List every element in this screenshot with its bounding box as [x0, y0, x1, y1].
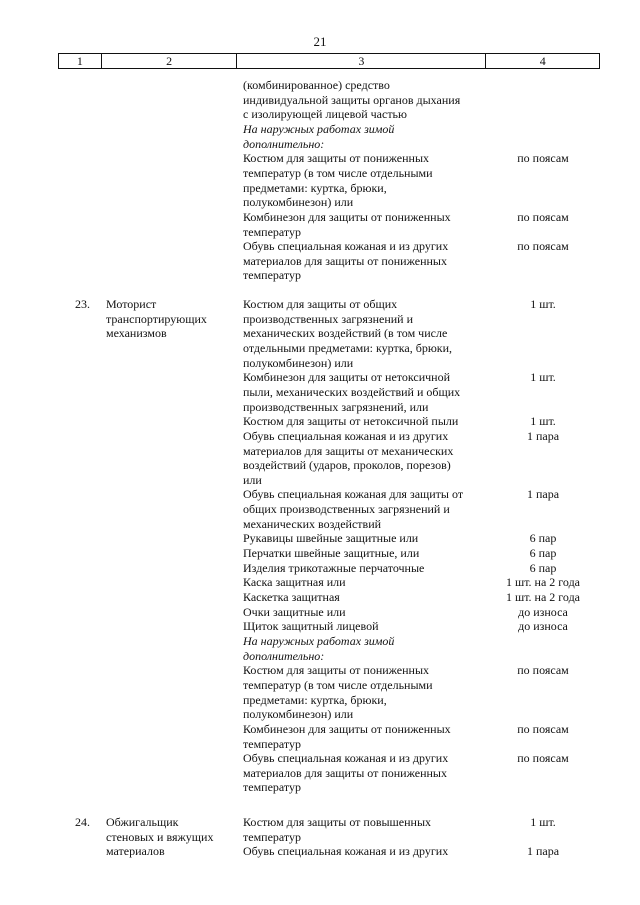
- item-quantity: 1 шт. на 2 года: [505, 575, 581, 590]
- item-text-line: механических воздействий (в том числе: [243, 326, 448, 341]
- winter-header-line: дополнительно:: [243, 136, 325, 151]
- item-text-line: материалов для защиты от пониженных: [243, 765, 447, 780]
- item-quantity: 6 пар: [529, 546, 557, 561]
- item-text-line: предметами: куртка, брюки,: [243, 692, 387, 707]
- item-text-line: полукомбинезон) или: [243, 355, 354, 370]
- item-text-line: Обувь специальная кожаная и из других: [243, 751, 449, 766]
- item-quantity: 1 пара: [526, 428, 560, 443]
- item-text-line: температур: [243, 736, 302, 751]
- item-text-line: Перчатки швейные защитные, или: [243, 546, 420, 561]
- item-quantity: 1 шт. на 2 года: [505, 590, 581, 604]
- entry-number: 24.: [75, 815, 90, 829]
- item-text-line: Изделия трикотажные перчаточные: [243, 560, 425, 575]
- item-text-line: отдельными предметами: куртка, брюки,: [243, 340, 453, 355]
- item-text-line: с изолирующей лицевой частью: [243, 107, 407, 122]
- item-text-line: температур: [243, 780, 302, 795]
- position-name-line: транспортирующих: [106, 311, 207, 326]
- column-header-row: [58, 53, 600, 69]
- item-quantity: по поясам: [517, 209, 569, 224]
- item-text-line: температур (в том числе отдельными: [243, 677, 433, 692]
- winter-header-line: На наружных работах зимой: [243, 633, 395, 648]
- item-text-line: Обувь специальная кожаная и из других: [243, 428, 449, 443]
- position-name-line: механизмов: [106, 326, 167, 341]
- item-quantity: до износа: [518, 619, 568, 634]
- item-text-line: Костюм для защиты от повышенных: [243, 815, 432, 829]
- item-text-line: температур (в том числе отдельными: [243, 165, 433, 180]
- item-text-line: (комбинированное) средство: [243, 78, 390, 92]
- entry-number: 23.: [75, 297, 90, 311]
- item-text-line: Обувь специальная кожаная для защиты от: [243, 487, 464, 502]
- item-quantity: 6 пар: [529, 560, 557, 575]
- position-name-line: стеновых и вяжущих: [106, 829, 214, 844]
- item-text-line: материалов для защиты от механических: [243, 443, 454, 458]
- winter-header-line: дополнительно:: [243, 648, 325, 663]
- item-text-line: пыли, механических воздействий и общих: [243, 384, 461, 399]
- item-quantity: по поясам: [517, 721, 569, 736]
- item-text-line: Щиток защитный лицевой: [243, 619, 379, 634]
- item-quantity: 1 шт.: [530, 815, 556, 829]
- position-name-line: Моторист: [106, 297, 157, 311]
- item-quantity: по поясам: [517, 151, 569, 166]
- position-name-line: материалов: [106, 844, 165, 859]
- position-name-line: Обжигальщик: [106, 815, 179, 829]
- item-text-line: воздействий (ударов, проколов, порезов): [243, 458, 451, 473]
- item-text-line: предметами: куртка, брюки,: [243, 180, 387, 195]
- item-text-line: или: [243, 472, 262, 487]
- item-text-line: Каскетка защитная: [243, 590, 340, 604]
- item-quantity: до износа: [518, 604, 568, 619]
- item-text-line: Каска защитная или: [243, 575, 346, 590]
- item-text-line: Обувь специальная кожаная и из других: [243, 844, 449, 859]
- item-text-line: полукомбинезон) или: [243, 707, 354, 722]
- item-quantity: по поясам: [517, 751, 569, 766]
- item-text-line: Костюм для защиты от пониженных: [243, 151, 430, 166]
- item-quantity: 1 шт.: [530, 370, 556, 385]
- item-text-line: производственных загрязнений и: [243, 311, 414, 326]
- column-header-1: 1: [59, 54, 102, 68]
- item-text-line: общих производственных загрязнений и: [243, 502, 450, 517]
- column-header-4: 4: [539, 54, 546, 68]
- item-text-line: индивидуальной защиты органов дыхания: [243, 92, 461, 107]
- item-text-line: температур: [243, 224, 302, 239]
- item-text-line: Очки защитные или: [243, 604, 346, 619]
- item-quantity: 1 пара: [526, 844, 560, 859]
- item-quantity: 1 шт.: [530, 297, 556, 311]
- item-quantity: 1 шт.: [530, 414, 556, 429]
- item-text-line: Костюм для защиты от общих: [243, 297, 398, 311]
- item-text-line: Комбинезон для защиты от нетоксичной: [243, 370, 451, 385]
- item-text-line: Костюм для защиты от нетоксичной пыли: [243, 414, 459, 429]
- column-header-2: 2: [102, 54, 238, 68]
- item-text-line: Обувь специальная кожаная и из других: [243, 239, 449, 254]
- item-text-line: производственных загрязнений, или: [243, 399, 429, 414]
- item-quantity: 1 пара: [526, 487, 560, 502]
- item-text-line: Рукавицы швейные защитные или: [243, 531, 419, 546]
- item-text-line: Костюм для защиты от пониженных: [243, 663, 430, 678]
- item-text-line: температур: [243, 268, 302, 283]
- item-text-line: материалов для защиты от пониженных: [243, 253, 447, 268]
- column-header-3: 3: [237, 54, 486, 68]
- page-number: 21: [313, 34, 327, 49]
- item-text-line: полукомбинезон) или: [243, 195, 354, 210]
- item-text-line: Комбинезон для защиты от пониженных: [243, 209, 451, 224]
- winter-header-line: На наружных работах зимой: [243, 121, 395, 136]
- item-quantity: по поясам: [517, 239, 569, 254]
- item-quantity: по поясам: [517, 663, 569, 678]
- item-quantity: 6 пар: [529, 531, 557, 546]
- item-text-line: механических воздействий: [243, 516, 382, 531]
- item-text-line: температур: [243, 829, 302, 844]
- item-text-line: Комбинезон для защиты от пониженных: [243, 721, 451, 736]
